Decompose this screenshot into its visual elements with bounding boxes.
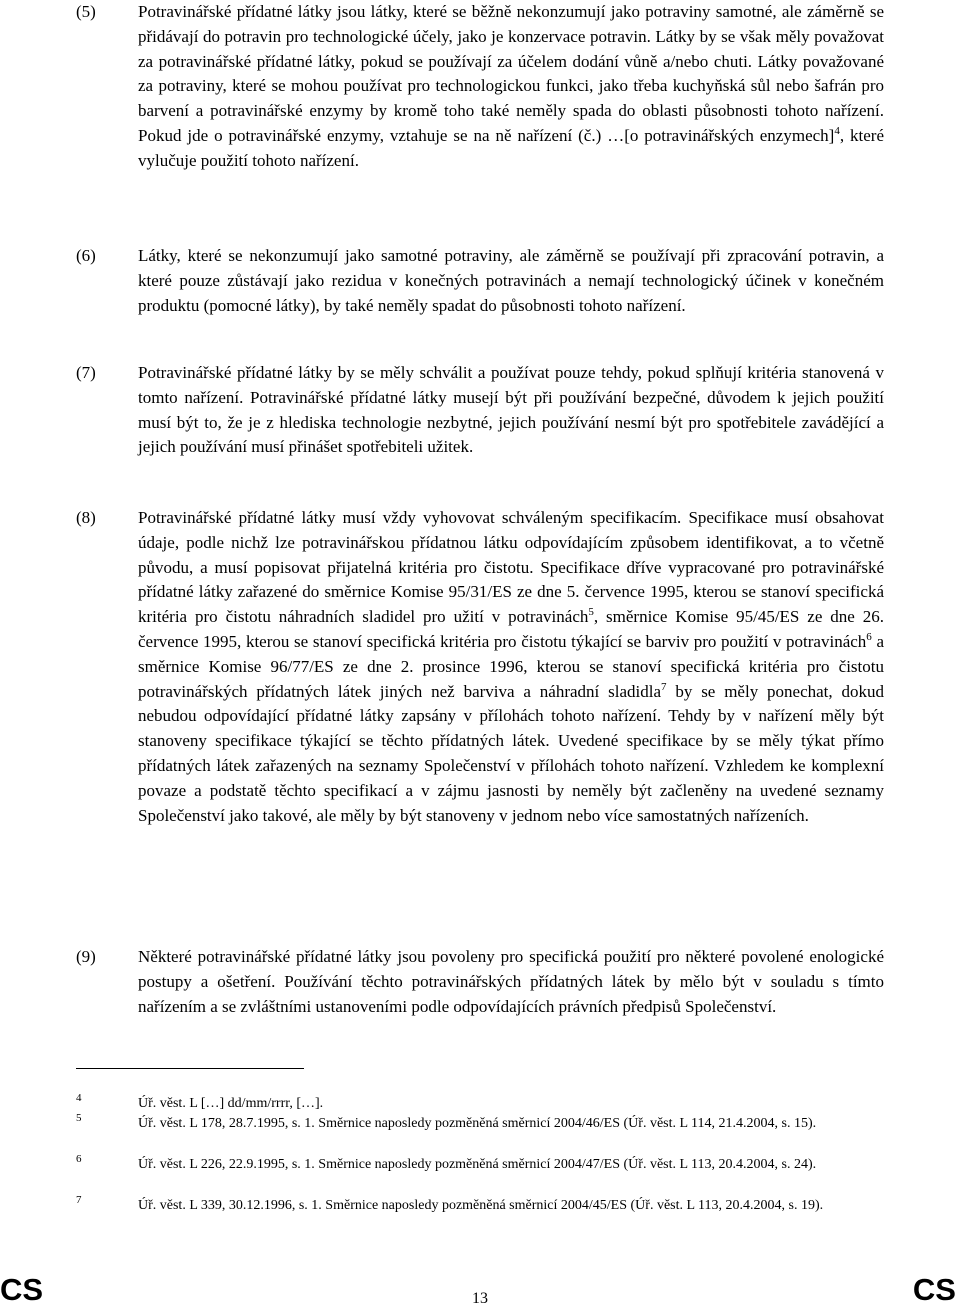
footnote-number: 5	[76, 1112, 82, 1124]
footnote-text: Úř. věst. L 226, 22.9.1995, s. 1. Směrnice naposledy pozměněná směrnicí 2004/47/ES (Úř. věst. L 113, 20.4.2004, s. 24).	[138, 1157, 817, 1172]
paragraph-text: Některé potravinářské přídatné látky jsou povoleny pro specifická použití pro některé povolené enologické postupy a ošetření. Používání těchto potravinářských přídatných látek by mělo být v souladu s tímto nařízením a se zvláštními ustanoveními podle odpovídajících právních předpisů Společenství.	[138, 947, 884, 1016]
language-code-left: CS	[0, 1272, 44, 1307]
page-number: 13	[472, 1290, 488, 1307]
footnote-text: Úř. věst. L […] dd/mm/rrrr, […].	[138, 1096, 324, 1111]
paragraph-number: (7)	[76, 363, 96, 382]
footnote-number: 4	[76, 1092, 82, 1104]
language-code-right: CS	[912, 1272, 956, 1307]
footnote-text: Úř. věst. L 339, 30.12.1996, s. 1. Směrnice naposledy pozměněná směrnicí 2004/45/ES (Úř. věst. L 113, 20.4.2004, s. 19).	[138, 1198, 824, 1213]
paragraph-number: (8)	[76, 508, 96, 527]
paragraph-text: Látky, které se nekonzumují jako samotné potraviny, ale záměrně se používají při zpracování potravin, a které pouze zůstávají jako rezidua v konečných potravinách a nemají technologický účinek v konečném produktu (pomocné látky), by také neměly spadat do působnosti tohoto nařízení.	[138, 246, 884, 315]
footnote-ref-6: 6	[866, 630, 872, 643]
footnote-ref-7: 7	[661, 680, 667, 693]
footnote-number: 7	[76, 1194, 82, 1206]
paragraph-number: (5)	[76, 2, 96, 21]
paragraph-text: Potravinářské přídatné látky by se měly schválit a používat pouze tehdy, pokud splňují kritéria stanovená v tomto nařízení. Potravinářské přídatné látky musejí být při používání bezpečné, důvodem k jejich použití musí být to, že je z hlediska technologie nezbytné, jejich používání nesmí být pro spotřebitele zavádějící a jejich používání musí přinášet spotřebiteli užitek.	[138, 363, 884, 457]
footnote-ref-5: 5	[588, 606, 594, 619]
footnote-ref-4: 4	[834, 124, 840, 137]
footnote-number: 6	[76, 1153, 82, 1165]
footnote-text: Úř. věst. L 178, 28.7.1995, s. 1. Směrnice naposledy pozměněná směrnicí 2004/46/ES (Úř. věst. L 114, 21.4.2004, s. 15).	[138, 1116, 817, 1131]
paragraph-number: (9)	[76, 947, 96, 966]
paragraph-number: (6)	[76, 246, 96, 265]
paragraph-text: Potravinářské přídatné látky jsou látky, které se běžně nekonzumují jako potraviny samotné, ale záměrně se přidávají do potravin pro technologické účely, jako je konzervace potravin. Látky by se však měly považovat za potravinářské přídatné látky, pokud se používají za účelem dodání vůně a/nebo chuti. Látky považované za potraviny, které se mohou používat pro technologickou funkci, jako třeba kuchyňská sůl nebo šafrán pro barvení a potravinářské enzymy by kromě toho také neměly spada do oblasti působnosti tohoto nařízení. Pokud jde o potravinářské enzymy, vztahuje se na ně nařízení (č.) …[o potravinářských enzymech]$^4$, které vylučuje použití tohoto nařízení.	[138, 2, 884, 170]
footnote-separator	[76, 1068, 304, 1069]
paragraph-text: Potravinářské přídatné látky musí vždy vyhovovat schváleným specifikacím. Specifikace musí obsahovat údaje, podle nichž lze potravinářskou přídatnou látku odpovídajícím způsobem identifikovat, a to včetně původu, a musí popisovat přijatelná kritéria pro čistotu. Specifikace dříve vypracované pro potravinářské přídatné látky zařazené do směrnice Komise 95/31/ES ze dne 5. července 1995, kterou se stanoví specifická kritéria pro čistotu náhradních sladidel pro užití v potravinách$^5$, směrnice Komise 95/45/ES ze dne 26. července 1995, kterou se stanoví specifická kritéria pro čistotu týkající se barviv pro použití v potravinách$^6$ a směrnice Komise 96/77/ES ze dne 2. prosince 1996, kterou se stanoví specifická kritéria pro čistotu potravinářských přídatných látek jiných než barviva a náhradní sladidla$^7$ by se měly ponechat, dokud nebudou odpovídající přídatné látky zapsány v přílohách tohoto nařízení. Tehdy by v nařízení měly být stanoveny specifikace týkající se těchto přídatných látek. Uvedené specifikace by se měly týkat přímo přídatných látek zařazených na seznamy Společenství v přílohách tohoto nařízení. Vzhledem ke komplexní povaze a podstatě těchto specifikací a v zájmu jasnosti by neměly být začleněny na uvedené seznamy Společenství jako takové, ale měly by být stanoveny v jednom nebo více samostatných nařízeních.	[138, 508, 884, 825]
